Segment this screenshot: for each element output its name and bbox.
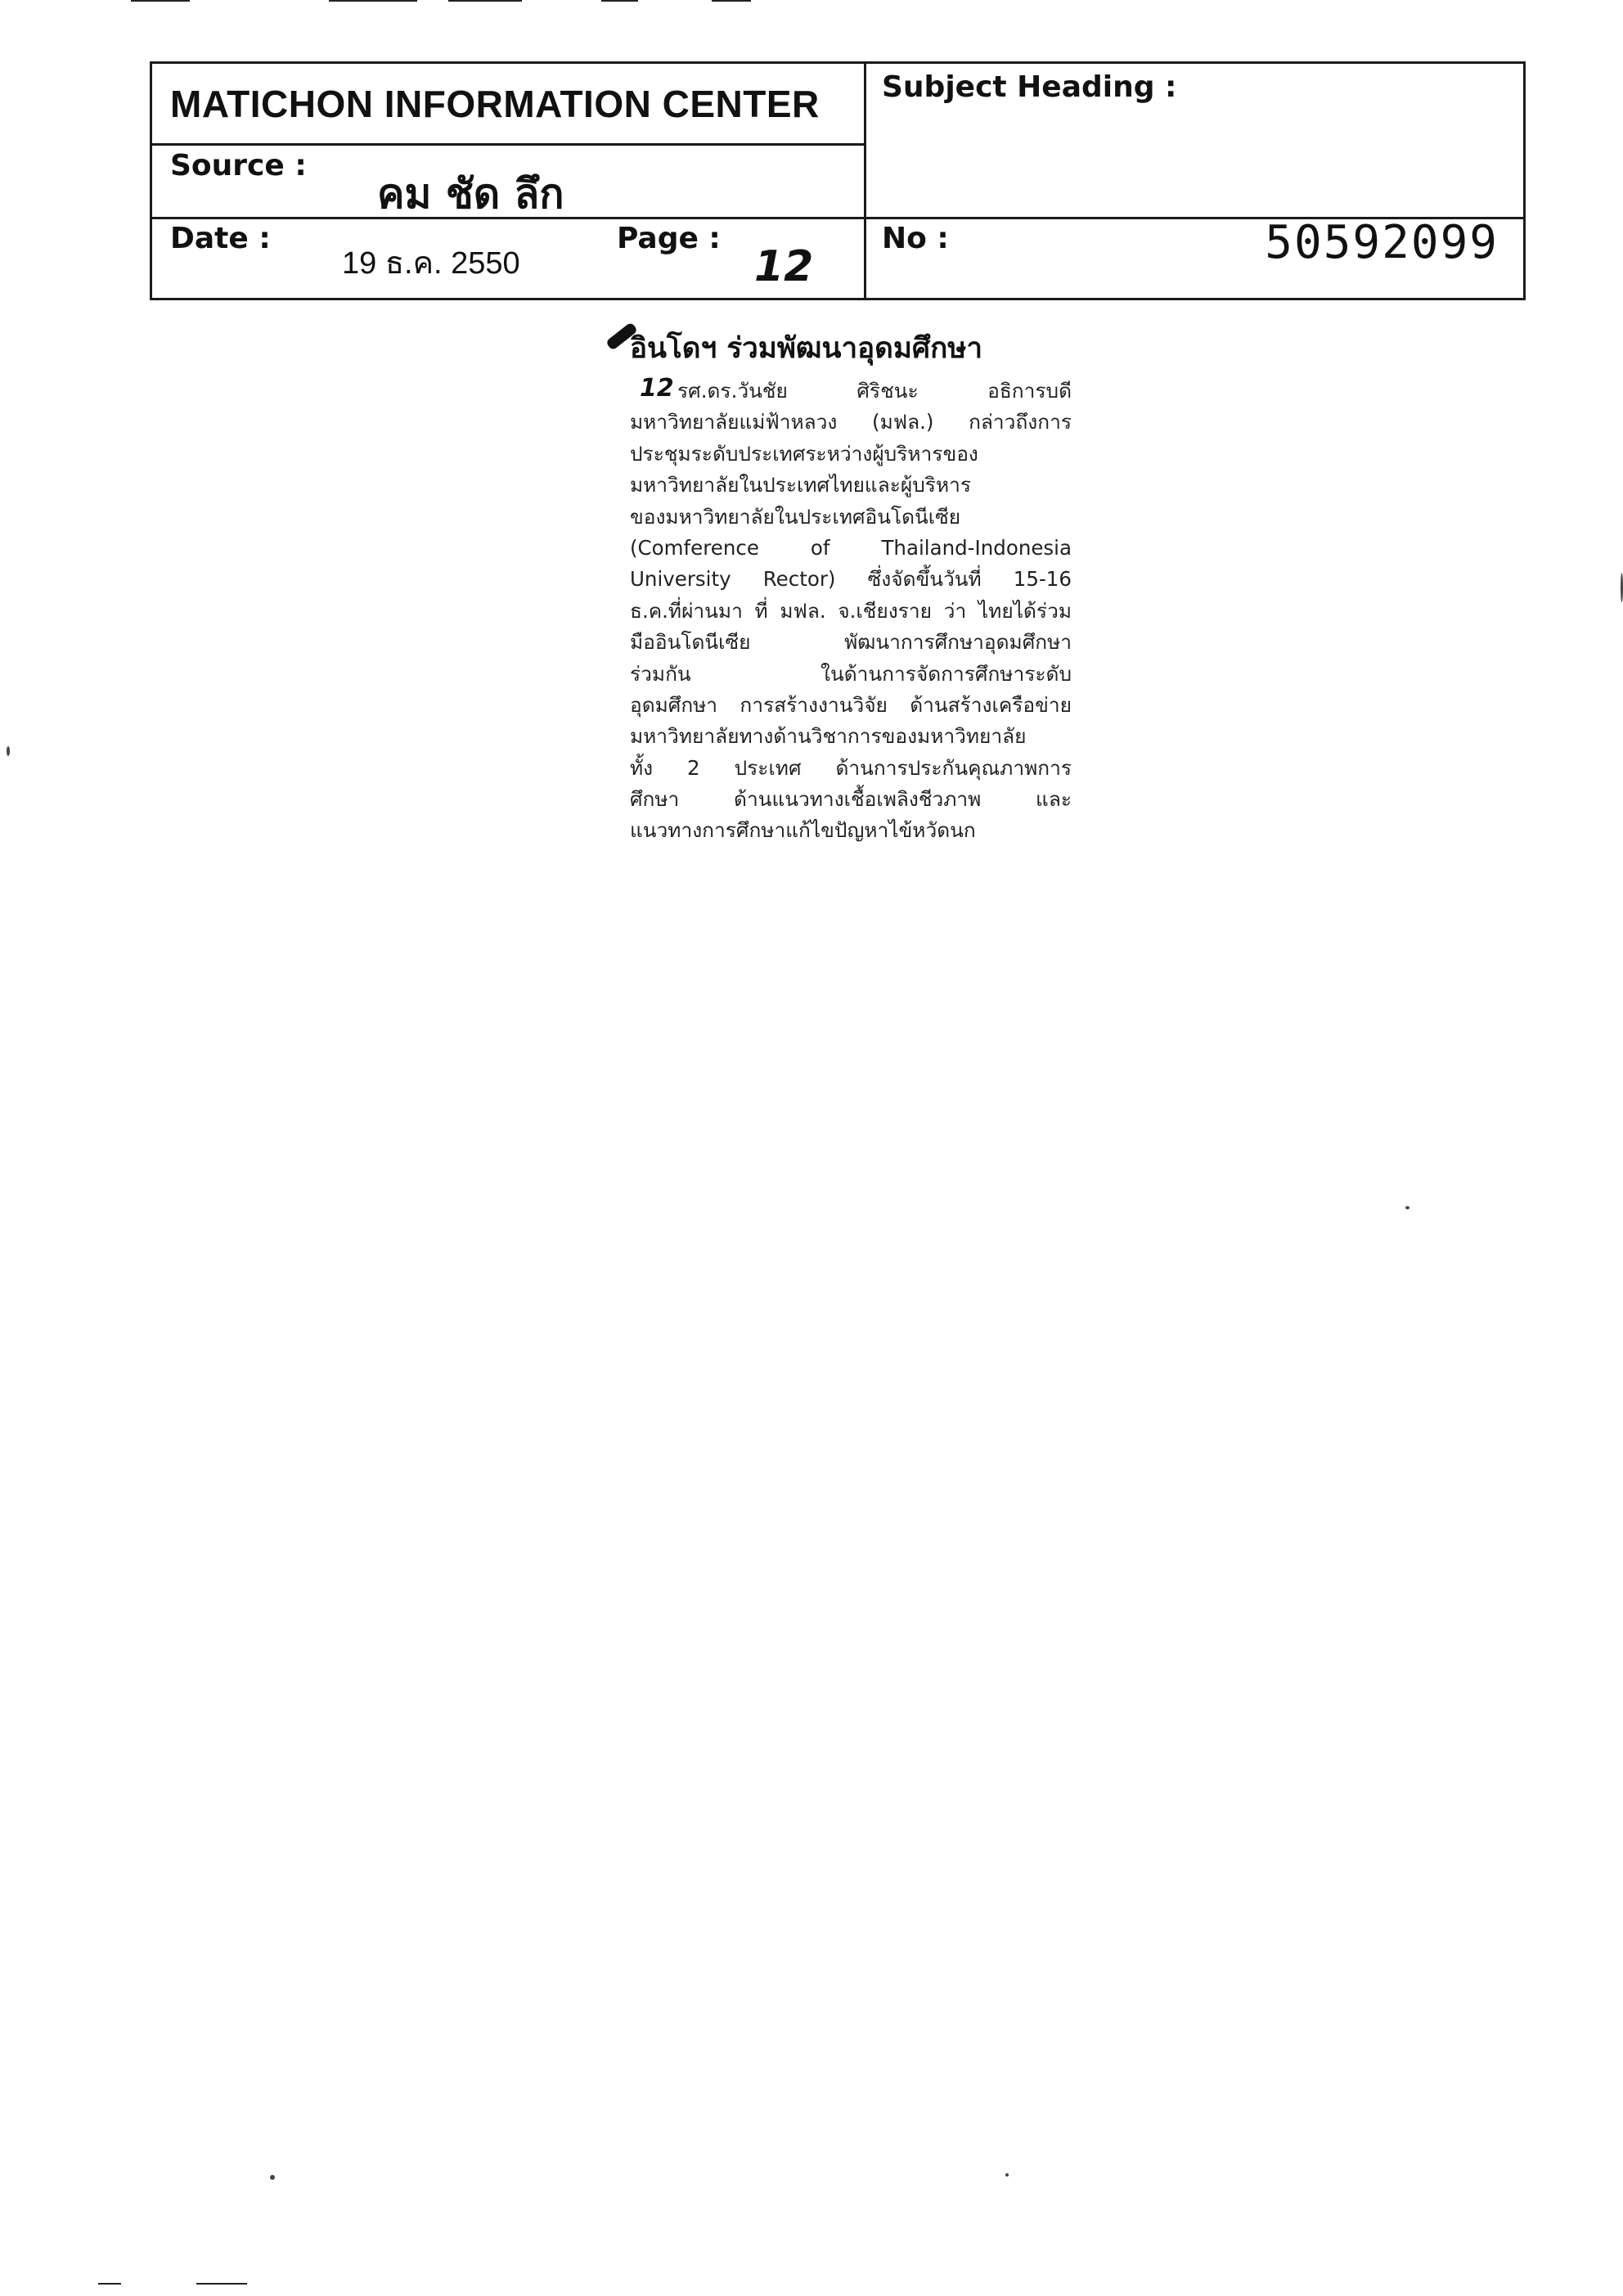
page-label: Page : xyxy=(617,222,721,255)
source-value: คม ชัด ลึก xyxy=(377,170,564,218)
article-line: ทั้ง 2 ประเทศ ด้านการประกันคุณภาพการ xyxy=(630,755,1072,780)
scan-speck xyxy=(270,2175,275,2180)
article-line: (Comference of Thailand-Indonesia xyxy=(630,535,1072,560)
article-body xyxy=(630,376,1072,847)
article-line: มหาวิทยาลัยทางด้านวิชาการของมหาวิทยาลัย xyxy=(630,724,1027,749)
page-value: 12 xyxy=(754,242,814,291)
headline-text: อินโดฯ ร่วมพัฒนาอุดมศึกษา xyxy=(630,332,983,365)
article-line: ประชุมระดับประเทศระหว่างผู้บริหารของ xyxy=(630,441,978,466)
article-line: ของมหาวิทยาลัยในประเทศอินโดนีเซีย xyxy=(630,504,961,529)
scan-speck xyxy=(7,746,10,756)
article-clipping xyxy=(630,326,1072,847)
top-rule xyxy=(712,0,751,2)
date-value: 19 ธ.ค. 2550 xyxy=(342,246,520,281)
handwritten-page-mark: 12 xyxy=(640,374,674,403)
header-table xyxy=(150,61,1526,300)
source-label: Source : xyxy=(170,149,307,182)
scan-speck xyxy=(1005,2173,1009,2177)
no-label: No : xyxy=(882,222,949,255)
article-line: ร่วมกัน ในด้านการจัดการศึกษาระดับ xyxy=(630,661,1072,686)
scan-speck xyxy=(1405,1206,1409,1209)
date-label: Date : xyxy=(170,222,271,255)
article-line: ศึกษา ด้านแนวทางเชื้อเพลิงชีวภาพ และ xyxy=(630,787,1072,812)
article-line: University Rector) ซึ่งจัดขึ้นวันที่ 15-16 xyxy=(630,567,1072,592)
document-number: 50592099 xyxy=(1265,216,1499,269)
bottom-rule xyxy=(196,2283,247,2285)
top-rule xyxy=(601,0,638,2)
top-rule xyxy=(329,0,417,2)
top-rule xyxy=(131,0,190,2)
article-line: รศ.ดร.วันชัย ศิริชนะ อธิการบดี xyxy=(677,379,1072,403)
top-rule xyxy=(448,0,522,2)
article-line: ธ.ค.ที่ผ่านมา ที่ มฟล. จ.เชียงราย ว่า ไทยได้ร่วม xyxy=(630,598,1072,623)
column-divider xyxy=(864,64,866,298)
article-line: มหาวิทยาลัยในประเทศไทยและผู้บริหาร xyxy=(630,473,972,497)
article-line: อุดมศึกษา การสร้างงานวิจัย ด้านสร้างเครือข่าย xyxy=(630,692,1072,717)
row-divider xyxy=(152,143,864,146)
center-name: MATICHON INFORMATION CENTER xyxy=(170,83,820,125)
article-line: มหาวิทยาลัยแม่ฟ้าหลวง (มฟล.) กล่าวถึงการ xyxy=(630,410,1072,434)
article-line: มืออินโดนีเซีย พัฒนาการศึกษาอุดมศึกษา xyxy=(630,630,1072,655)
article-headline xyxy=(630,326,1072,371)
article-line: แนวทางการศึกษาแก้ไขปัญหาไข้หวัดนก xyxy=(630,818,976,843)
bottom-rule xyxy=(98,2283,121,2285)
subject-heading-label: Subject Heading : xyxy=(882,70,1177,104)
